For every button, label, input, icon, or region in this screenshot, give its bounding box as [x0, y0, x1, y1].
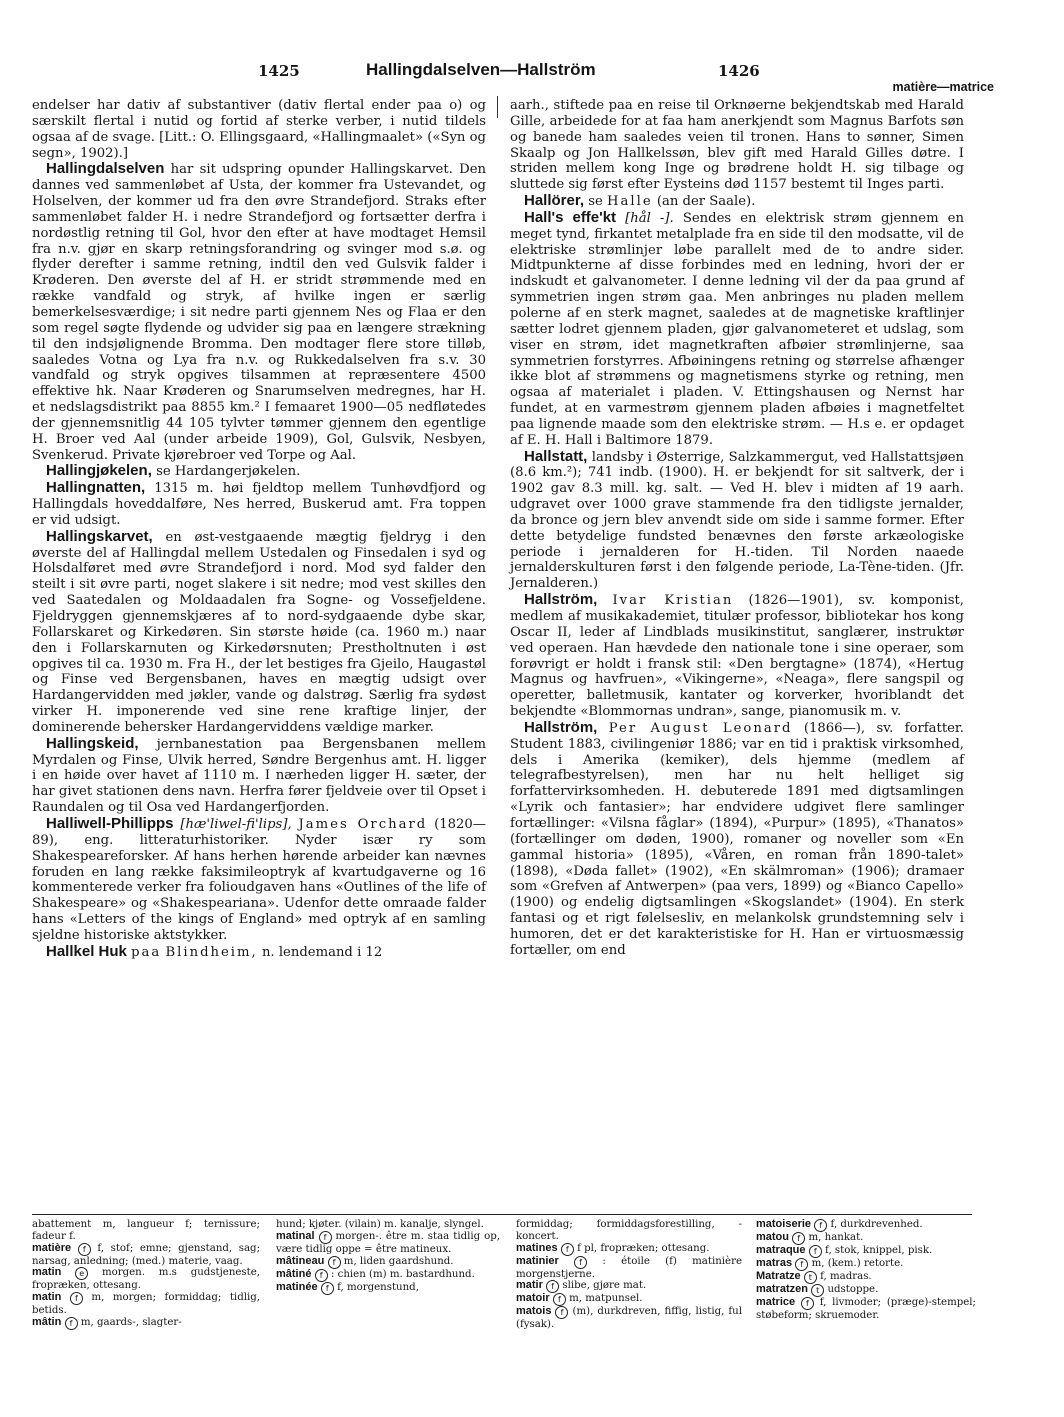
right-column — [510, 98, 964, 959]
language-mark-icon: f — [315, 1269, 328, 1282]
entry-text: (1826—1901), sv. komponist, medlem af musikakademiet, titulær professor, bibliotekar hos kong Oscar II, leder af Lindblads musikinstitut, sanglærer, instruktør ved operaen. Han hævdede den nationale tone i sine operaer, som forøvrigt er holdt i fransk stil: «Den bergtagne» (1874), «Hertug Magnus og havfruen», «Vikingerne», «Neaga», flere sangspil og operetter, balletmusik, kantater og korverker, hvoriblandt det bekjendte «Blommornas undran», sange, pianomusik m. v. — [510, 593, 964, 720]
headword: Hallström, — [524, 591, 598, 609]
language-mark-icon: f — [809, 1245, 822, 1258]
headword: Hallström, — [524, 718, 598, 736]
footer-headword: matines — [516, 1241, 558, 1254]
footer-column-3 — [516, 1219, 742, 1331]
language-mark-icon: f — [795, 1258, 808, 1271]
footer-definition: : étoile (f) matinière morgenstjerne. — [516, 1255, 742, 1280]
entry-halliwell-phillipps — [32, 816, 486, 944]
footer-definition: m, hankat. — [808, 1232, 864, 1243]
language-mark-icon: f — [78, 1243, 91, 1256]
headword: Hallingjøkelen, — [46, 462, 152, 480]
footer-headword: matoir — [516, 1292, 550, 1305]
footer-definition: hund; kjøter. (vilain) m. kanalje, slyngel. — [276, 1219, 484, 1230]
language-mark-icon: f — [561, 1243, 574, 1256]
footer-headword: mâtin — [32, 1315, 62, 1328]
footer-definition: (m), durkdreven, fiffig, listig, ful (fysak). — [516, 1306, 742, 1331]
entry-hallstatt — [510, 449, 964, 593]
language-mark-icon: f — [321, 1282, 334, 1295]
entry-text: jernbanestation paa Bergensbanen mellem Myrdalen og Finse, Ulvik herred, Søndre Bergenhus amt. H. ligger i en høide over havet af 1110 m. I nærheden ligger H. sæter, der har givet stationen dens navn. Herfra fører fjeldveie over til Opset i Raundalen og til Osa ved Hardangerfjorden. — [32, 736, 486, 816]
entry-hallingskarvet — [32, 529, 486, 736]
footer-entry — [516, 1256, 742, 1281]
footer-entry — [32, 1317, 260, 1330]
footer-column-4 — [756, 1219, 976, 1322]
headword: Halliwell-Phillipps — [46, 814, 174, 832]
footer-headword: matrice — [756, 1296, 796, 1308]
headword: Hallingdalselven — [46, 160, 165, 178]
given-names: Ivar Kristian — [612, 593, 734, 609]
footer-headword: matou — [756, 1231, 789, 1243]
cross-reference: Blindheim, — [165, 944, 258, 960]
footer-definition: udstoppe. — [827, 1284, 879, 1295]
footer-column-2 — [276, 1219, 500, 1295]
footer-definition: formiddag; formiddagsforestilling, -koncert. — [516, 1219, 742, 1242]
footer-definition: f, stof; emne; gjenstand, sag; narsag, anledning; (med.) materie, vaag. — [32, 1242, 260, 1267]
entry-halls-effekt — [510, 210, 964, 449]
headword: Hallingskeid, — [46, 734, 139, 752]
footer-entry — [516, 1219, 742, 1243]
entry-text: n. lendemand i 12 — [261, 944, 383, 960]
entry-text: 1315 m. høi fjeldtop mellem Tunhøvdfjord og Hallingdals hoveddalføre, Nes herred, Buskerud amt. Fra toppen er vid udsigt. — [32, 481, 486, 528]
entry-hallingdalselven — [32, 161, 486, 463]
running-head: Hallingdalselven—Hallström — [366, 60, 596, 79]
footer-headword: matratzen — [756, 1283, 808, 1295]
pronunciation: [hål -]. — [625, 210, 674, 226]
footer-definition: m, (kem.) retorte. — [811, 1258, 904, 1269]
language-mark-icon: f — [70, 1292, 83, 1305]
headword: Hallkel Huk — [46, 942, 127, 960]
footer-headword: mâtiné — [276, 1267, 312, 1280]
entry-text: paa — [131, 944, 162, 960]
footer-definition: morgen. m.s gudstjeneste, fropræken, ottesang. — [32, 1267, 260, 1292]
footer-column-1 — [32, 1219, 260, 1330]
footer-headword: matin — [32, 1291, 62, 1304]
language-mark-icon: t — [811, 1284, 824, 1297]
pronunciation: [hæ'liwel-fi'lips], — [180, 816, 292, 832]
footer-definition: f pl, fropræken; ottesang. — [577, 1242, 710, 1254]
footer-headword: matir — [516, 1279, 543, 1292]
footer-entry — [756, 1297, 976, 1322]
footer-definition: f, madras. — [820, 1271, 872, 1282]
footer-rule — [32, 1214, 972, 1215]
language-mark-icon: f — [553, 1293, 566, 1306]
footer-definition: f, morgenstund, — [337, 1281, 419, 1293]
entry-text: Sendes en elektrisk strøm gjennem en meget tynd, firkantet metalplade fra en side til den modsatte, vil de elektriske strømlinjer løbe parallelt med de to andre sider. Midtpunkterne af disse forbindes med en ledning, hvori der er indskudt et galvanometer. I denne ledning vil der da paa grund af symmetrien ingen strøm gaa. Men anbringes nu pladen mellem polerne af en sterk magnet, saaledes at de magnetiske kraftlinjer sætter lodret gjennem pladen, gjør galvanometeret et udslag, som viser en strøm, idet magnetkraften afbøier strømlinjerne, saa symmetrien forstyrres. Afbøiningens retning og størrelse afhænger ikke blot af strømmens og magnetismens styrke og retning, men ogsaa af materialet i pladen. V. Ettingshausen og Nernst har fundet, at en varmestrøm gjennem pladen afbøies i magnetfeltet paa lignende maade som den elektriske strøm. — H.s e. er opdaget af E. H. Hall i Baltimore 1879. — [510, 210, 964, 448]
headword: Hallstatt, — [524, 447, 588, 465]
given-names: Per August Leonard — [608, 720, 793, 736]
footer-entry — [756, 1219, 976, 1232]
footer-headword: matinier — [516, 1254, 559, 1267]
language-mark-icon: t — [804, 1271, 817, 1284]
page-number-right: 1426 — [718, 62, 760, 80]
language-mark-icon: f — [546, 1280, 559, 1293]
language-mark-icon: e — [75, 1267, 88, 1280]
continued-entry-text: endelser har dativ af substantiver (dativ flertal ender paa o) og særskilt flertal i nutid og fortid af sterke verber, i nutid tildels ogsaa af de svage. [Litt.: O. Ellingsgaard, «Hallingmaalet» («Syn og segn», 1902).] — [32, 98, 486, 161]
entry-hallstrom-per — [510, 720, 964, 959]
entry-text: se — [588, 194, 603, 210]
entry-hallingjokelen — [32, 463, 486, 480]
left-column — [32, 98, 486, 961]
footer-entry — [32, 1292, 260, 1317]
footer-entry — [32, 1243, 260, 1268]
footer-guide-words: matière—matrice — [892, 80, 994, 94]
language-mark-icon: f — [319, 1231, 332, 1244]
entry-text: har sit udspring opunder Hallingskarvet. Den dannes ved sammenløbet af Usta, der kommer fra Ustevandet, og Holselven, der kommer ud fra den øvre Strandefjord. Straks efter sammenløbet falder H. i nedre Strandefjord og fortsætter derfra i nordøstlig retning til Gol, hvor den efter at have modtaget Hemsil fra n.v. gjør en skarp retningsforandring og svinger mod s.ø. og flyder derefter i samme retning, indtil den ved Gulsvik falder i Krøderen. Den øverste del af H. er stridt strømmende med en række vandfald og stryk, af hvilke ingen er særlig bemerkelsesværdige; i sit nedre parti gjennem Nes og Flaa er den som regel søgte flydende og udvider sig paa en længere strækning til den indsjølignende Bromma. Den modtager flere store tilløb, saaledes Votna og Lya fra n.v. og Rukkedalselven fra s.v. 30 vandfald og stryk opgives tilsammen at repræsentere 4500 effektive hk. Naar Krøderen og Snarumselven medregnes, har H. et nedslagsdistrikt paa 8855 km.² I femaaret 1900—05 nedfløtedes der gjennemsnitlig 44 105 tylvter tømmer gjennem den egentlige H. Broer ved Aal (under arbeide 1909), Gol, Gulsvik, Nesbyen, Svenkerud. Private kjørebroer ved Torpe og Aal. — [32, 162, 486, 463]
language-mark-icon: f — [814, 1219, 827, 1232]
footer-definition: morgen-. être m. staa tidlig op, være tidlig oppe = être matineux. — [276, 1230, 500, 1255]
language-mark-icon: f — [65, 1317, 78, 1330]
footer-headword: matinée — [276, 1280, 318, 1293]
footer-definition: slibe, gjøre mat. — [562, 1280, 647, 1292]
footer-headword: mâtineau — [276, 1254, 325, 1267]
footer-entry — [32, 1219, 260, 1243]
footer-headword: matoiserie — [756, 1218, 812, 1230]
headword: Hallörer, — [524, 192, 585, 210]
language-mark-icon: f — [555, 1306, 568, 1319]
language-mark-icon: f — [792, 1232, 805, 1245]
footer-definition: f, durkdrevenhed. — [830, 1219, 923, 1230]
footer-headword: matras — [756, 1257, 793, 1269]
footer-definition: m, gaards-, slagter- — [80, 1316, 182, 1328]
footer-headword: matinal — [276, 1229, 315, 1242]
footer-definition: : chien (m) m. bastardhund. — [330, 1268, 475, 1280]
headword: Hallingskarvet, — [46, 527, 153, 545]
entry-text: (1866—), sv. forfatter. Student 1883, civilingeniør 1886; var en tid i praktisk virksomhed, dels i Amerika (kemiker), dels hjemme (medlem af telegrafbestyrelsen), men har nu helt helliget sig forfattervirksomheden. H. debuterede 1891 med digtsamlingen «Lyrik och fantasier»; har endvidere udgivet flere samlinger fortællinger: «Vilsna fåglar» (1894), «Purpur» (1895), «Thanatos» (fortællinger om døden, 1900), romaner og noveller som «En gammal historia» (1895), «Våren, en roman från 1890-talet» (1898), «Døda fallet» (1902), «En skälmroman» (1906); dramaer som «Grefven af Antwerpen» (paa vers, 1899) og «Bianco Capello» (1900) og endelig digtsamlingen «Skogslandet» (1904). En sterk fantasi og et rigt følelsesliv, en melankolsk grundstemning selv i humoren, det er det karakteristiske for H. Han er virtuosmæssig fortæller, om end — [510, 720, 964, 958]
entry-hallingskeid — [32, 736, 486, 816]
entry-text: (an der Saale). — [656, 194, 756, 210]
footer-entry — [276, 1231, 500, 1256]
footer-entry — [276, 1282, 500, 1295]
footer-headword: matière — [32, 1241, 72, 1254]
given-names: James Orchard — [298, 816, 428, 832]
entry-text: (1820—89), eng. litteraturhistoriker. Nyder især ry som Shakespeareforsker. Af hans herhen hørende arbeider kan nævnes foruden en lang række faksimileoptryk af kvartudgaverne og 16 kommenterede verker fra folioudgaven hans «Outlines of the life of Shakespeare» og «Shakespeariana». Udenfor dette omraade falder hans «Letters of the kings of England» med optryk af en samling sjeldne historiske aktstykker. — [32, 816, 486, 943]
headword: Hall's effe'kt — [524, 208, 617, 226]
footer-definition: m, liden gaardshund. — [343, 1255, 454, 1267]
entry-hallingnatten — [32, 480, 486, 529]
footer-definition: f, livmoder; (præge)-stempel; støbeform; skruemoder. — [756, 1297, 976, 1321]
footer-entry — [32, 1267, 260, 1292]
footer-definition: abattement m, langueur f; ternissure; fadeur f. — [32, 1219, 260, 1242]
continued-entry-text: aarh., stiftede paa en reise til Orknøerne bekjendtskab med Harald Gille, arbeidede for at faa ham anerkjendt som Magnus Barfots søn og banede ham saaledes veien til tronen. Hans to sønner, Simen Skaalp og Jon Hallkelssøn, blev gift med Harald Gilles døtre. I striden mellem kong Inge og brødrene holdt H. sig tilbage og sluttede sig først efter Eysteins død 1157 bestemt til Inges parti. — [510, 98, 964, 193]
language-mark-icon: f — [328, 1256, 341, 1269]
entry-text: se Hardangerjøkelen. — [156, 464, 301, 480]
language-mark-icon: f — [801, 1297, 814, 1310]
page-number-left: 1425 — [258, 62, 300, 80]
footer-headword: matraque — [756, 1244, 806, 1256]
footer-definition: m, matpunsel. — [569, 1293, 643, 1305]
entry-hallstrom-ivar — [510, 592, 964, 720]
headword: Hallingnatten, — [46, 479, 146, 497]
footer-definition: f, stok, knippel, pisk. — [825, 1245, 933, 1256]
cross-reference: Halle — [607, 194, 653, 210]
entry-hallorer — [510, 193, 964, 210]
column-divider — [497, 96, 498, 118]
entry-text: en øst-vestgaaende mægtig fjeldryg i den øverste del af Hallingdal mellem Ustedalen og Finsedalen i syd og Holsdalføret med øvre Strandefjord i nord. Mod syd falder den steilt i sit øvre parti, noget slakere i sit nedre; mod vest skilles den ved Saatedalen og Moldaadalen fra Sogne- og Vossefjeldene. Fjeldryggen gjennemskjæres af to nord-sydgaaende dybe skar, Follarskaret og Kirkedøren. Sin største høide (ca. 1960 m.) naar den i Follarskarnuten og Kirkedørsnuten; Prestholtnuten i øst opgives til ca. 1930 m. Fra H., der let bestiges fra Gjeilo, Haugastøl og Finse ved Bergensbanen, haves en mægtig udsigt over Hardangervidden med jøkler, vande og dalstrøg. Særlig fra sydøst virker H. imponerende ved sine rene kraftige linjer, der dominerende behersker Hardangerviddens vældige marker. — [32, 529, 486, 735]
language-mark-icon: f — [574, 1256, 587, 1269]
footer-headword: Matratze — [756, 1270, 801, 1282]
footer-definition: m, morgen; formiddag; tidlig, betids. — [32, 1292, 260, 1317]
entry-text: landsby i Østerrige, Salzkammergut, ved Hallstattsjøen (8.6 km.²); 741 indb. (1900). H. er bekjendt for sit saltverk, der i 1902 gav 8.3 mill. kg. salt. — Ved H. blev i midten af 19 aarh. udgravet over 1000 grave stammende fra den tidligste jernalder, da bronce og jern blev anvendt side om side i samme former. Efter dette betydelige fundsted benævnes den første arkæologiske periode i jernalderen for H.-tiden. Til Norden naaede jernalderskulturen først i den følgende periode, La-Tène-tiden. (Jfr. Jernalderen.) — [510, 449, 964, 592]
footer-entry — [516, 1306, 742, 1331]
entry-hallkel-huk — [32, 944, 486, 961]
footer-headword: matin — [32, 1266, 62, 1279]
footer-headword: matois — [516, 1305, 552, 1318]
